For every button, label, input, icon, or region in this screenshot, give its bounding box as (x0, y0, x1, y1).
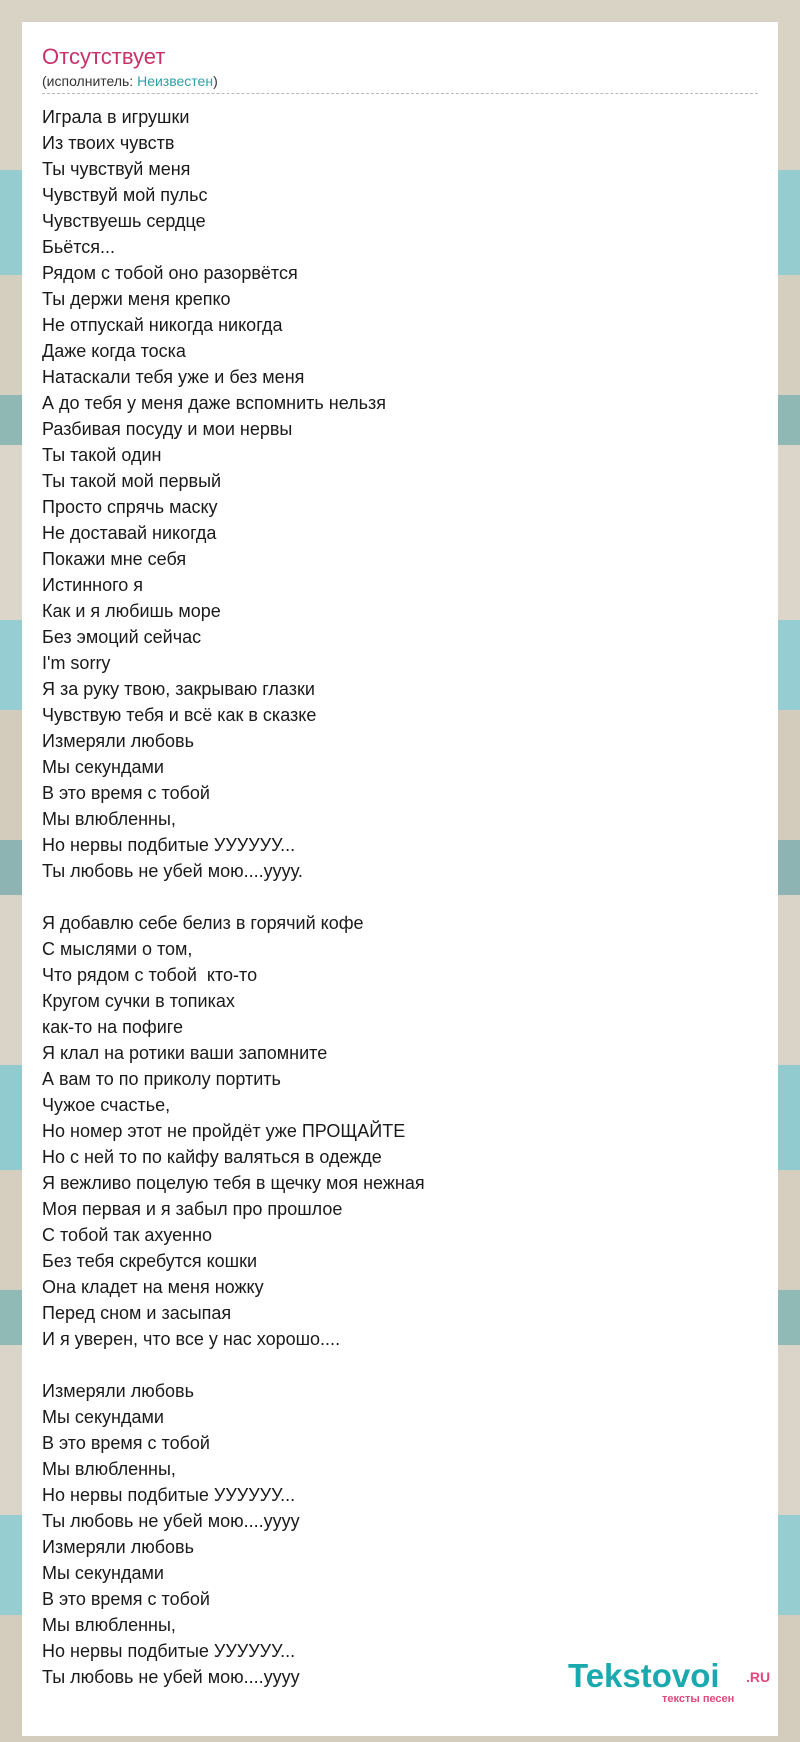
lyric-line: I'm sorry (42, 653, 111, 673)
lyric-line: С тобой так ахуенно (42, 1225, 213, 1245)
lyric-line: Даже когда тоска (42, 341, 186, 361)
lyric-line: Я вежливо поцелую тебя в щечку моя нежная (42, 1173, 425, 1193)
lyric-line: Кругом сучки в топиках (42, 991, 235, 1011)
lyric-line: Ты такой один (42, 445, 162, 465)
lyric-line: Я клал на ротики ваши запомните (42, 1043, 328, 1063)
lyric-line: как-то на пофиге (42, 1017, 183, 1037)
lyric-line: Просто спрячь маску (42, 497, 218, 517)
artist-suffix: ) (213, 73, 218, 89)
lyric-line: Мы секундами (42, 1563, 164, 1583)
logo-wordmark: Tekstovoi (568, 1657, 720, 1694)
lyric-line: Я за руку твою, закрываю глазки (42, 679, 315, 699)
lyric-line: Ты держи меня крепко (42, 289, 231, 309)
lyric-line: Но нервы подбитые УУУУУУ... (42, 835, 296, 855)
lyric-line: Чувствуешь сердце (42, 211, 206, 231)
lyric-line: Но нервы подбитые УУУУУУ... (42, 1641, 296, 1661)
lyric-line: Я добавлю себе белиз в горячий кофе (42, 913, 364, 933)
lyric-line: Не доставай никогда (42, 523, 217, 543)
lyric-line: Но номер этот не пройдёт уже ПРОЩАЙТЕ (42, 1121, 406, 1141)
lyric-line: Чужое счастье, (42, 1095, 171, 1115)
lyric-line: Мы влюбленны, (42, 1615, 176, 1635)
lyric-line: А вам то по приколу портить (42, 1069, 281, 1089)
lyric-line: Измеряли любовь (42, 731, 194, 751)
lyric-line: В это время с тобой (42, 783, 210, 803)
lyric-line: И я уверен, что все у нас хорошо.... (42, 1329, 341, 1349)
lyric-line: Что рядом с тобой кто-то (42, 965, 258, 985)
lyric-line: Играла в игрушки (42, 107, 190, 127)
lyric-line: Но нервы подбитые УУУУУУ... (42, 1485, 296, 1505)
lyric-line: Но с ней то по кайфу валяться в одежде (42, 1147, 382, 1167)
lyric-line: Ты такой мой первый (42, 471, 222, 491)
lyric-line: Ты любовь не убей мою....уууу (42, 1511, 300, 1531)
lyric-line: Не отпускай никогда никогда (42, 315, 283, 335)
logo-domain: .RU (746, 1669, 771, 1685)
lyrics-card (22, 22, 778, 1736)
artist-prefix: (исполнитель: (42, 73, 138, 89)
lyric-line: Чувствую тебя и всё как в сказке (42, 705, 317, 725)
lyric-line: Моя первая и я забыл про прошлое (42, 1199, 343, 1219)
lyric-line: Измеряли любовь (42, 1381, 194, 1401)
lyric-line: Мы влюбленны, (42, 809, 176, 829)
lyric-line: Мы секундами (42, 757, 164, 777)
lyric-line: Без тебя скребутся кошки (42, 1251, 258, 1271)
lyric-line: Покажи мне себя (42, 549, 187, 569)
header-divider (42, 93, 758, 94)
lyric-line: Мы секундами (42, 1407, 164, 1427)
lyric-line: Ты любовь не убей мою....уууу. (42, 861, 303, 881)
lyric-line: Из твоих чувств (42, 133, 175, 153)
lyric-line: Перед сном и засыпая (42, 1303, 232, 1323)
lyric-line: Рядом с тобой оно разорвётся (42, 263, 298, 283)
lyric-line: С мыслями о том, (42, 939, 193, 959)
song-title: Отсутствует (42, 44, 166, 69)
lyric-line: Чувствуй мой пульс (42, 185, 208, 205)
lyric-blank-line (42, 884, 758, 910)
artist-link[interactable]: Неизвестен (137, 73, 214, 89)
artist-line (42, 72, 218, 90)
lyric-line: Разбивая посуду и мои нервы (42, 419, 293, 439)
lyric-line: Как и я любишь море (42, 601, 221, 621)
lyric-blank-line (42, 1352, 758, 1378)
lyrics-body (42, 104, 758, 1690)
lyric-line: Ты чувствуй меня (42, 159, 191, 179)
lyric-line: Ты любовь не убей мою....уууу (42, 1667, 300, 1687)
logo-tagline: тексты песен (662, 1693, 735, 1705)
lyric-line: В это время с тобой (42, 1589, 210, 1609)
lyric-line: Бьётся... (42, 237, 115, 257)
lyric-line: В это время с тобой (42, 1433, 210, 1453)
lyric-line: Она кладет на меня ножку (42, 1277, 264, 1297)
lyric-line: Истинного я (42, 575, 144, 595)
lyric-line: А до тебя у меня даже вспомнить нельзя (42, 393, 387, 413)
lyric-line: Измеряли любовь (42, 1537, 194, 1557)
lyric-line: Натаскали тебя уже и без меня (42, 367, 305, 387)
lyric-line: Без эмоций сейчас (42, 627, 202, 647)
lyric-line: Мы влюбленны, (42, 1459, 176, 1479)
site-logo[interactable] (548, 1656, 778, 1716)
